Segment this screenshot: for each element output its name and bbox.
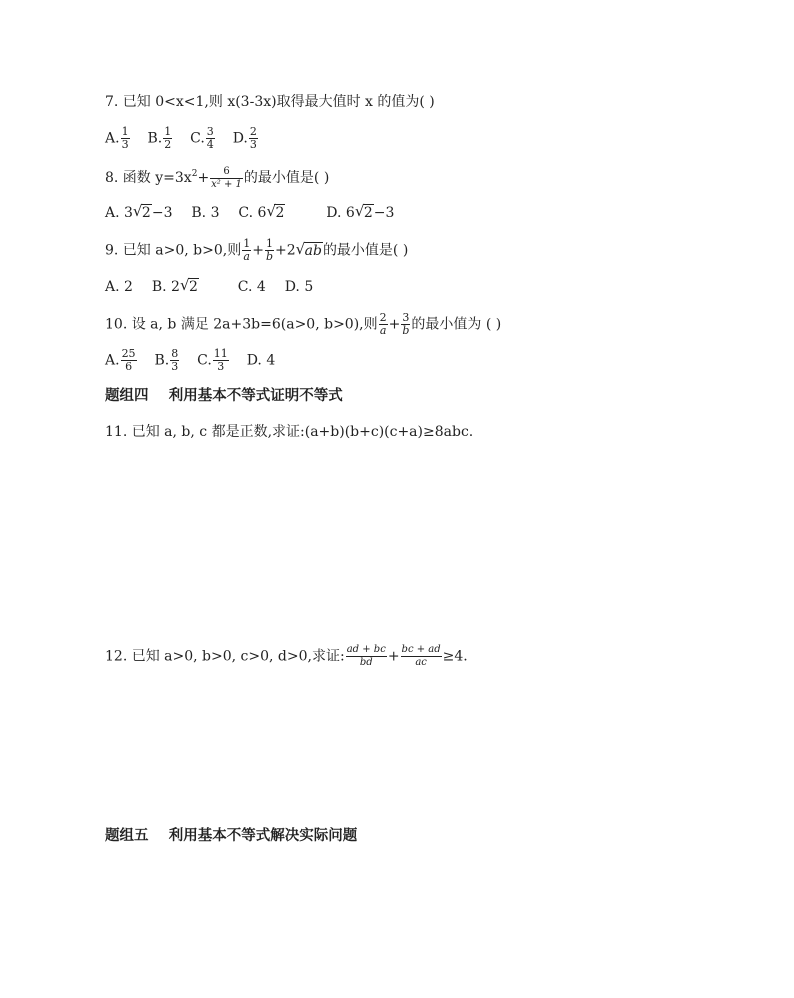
option-a-fraction: $\frac{1}{3}$ — [121, 125, 129, 151]
question-8-options — [105, 203, 394, 223]
option-d: D. 6√ 2−3 — [326, 205, 394, 221]
question-10-fraction-1: $\frac{2}{a}$ — [379, 311, 387, 337]
option-a: A. 2 — [105, 279, 133, 295]
question-9-fraction-2: $\frac{1}{b}$ — [265, 237, 273, 263]
question-9-options — [105, 277, 313, 297]
option-a-label: A. — [105, 352, 120, 369]
option-c-label: C. — [190, 130, 205, 147]
option-b: B. 3 — [191, 205, 220, 221]
question-11: 11. 已知 a, b, c 都是正数,求证:(a+b)(b+c)(c+a)≥8abc. — [105, 424, 474, 440]
question-12-fraction-1: $\frac{ad + bc}{bd}$ — [346, 644, 386, 668]
question-7-stem: 7. 已知 0<x<1,则 x(3-3x)取得最大值时 x 的值为( ) — [105, 94, 435, 110]
question-9-radical: √ ab — [296, 241, 323, 261]
option-d-label: D. — [232, 130, 248, 147]
section-heading-group-4: 题组四 利用基本不等式证明不等式 — [105, 388, 343, 404]
question-10-options — [105, 348, 275, 373]
option-b-label: B. — [154, 352, 170, 369]
question-12: 12. 已知 a>0, b>0, c>0, d>0,求证: $\frac{ad + bc}{bd}$ + $\frac{bc + ad}{ac}$ ≥4. — [105, 644, 468, 668]
option-b-fraction: $\frac{8}{3}$ — [171, 347, 179, 373]
option-a: A. 3√ 2−3 — [105, 205, 172, 221]
question-9-fraction-1: $\frac{1}{a}$ — [243, 237, 251, 263]
option-b-label: B. — [147, 130, 163, 147]
option-c: C. 4 — [237, 279, 266, 295]
option-b-fraction: $\frac{1}{2}$ — [164, 125, 172, 151]
option-a-label: A. — [105, 130, 120, 147]
section-heading-group-5: 题组五 利用基本不等式解决实际问题 — [105, 828, 358, 844]
option-b: B. 2√ 2 — [152, 279, 199, 295]
option-a-fraction: $\frac{25}{6}$ — [121, 347, 136, 373]
option-c-fraction: $\frac{3}{4}$ — [206, 125, 214, 151]
option-c-fraction: $\frac{11}{3}$ — [213, 347, 228, 373]
question-9-stem: 9. 已知 a>0, b>0,则 $\frac{1}{a}$ + $\frac{1}{b}$ +2√ ab的最小值是( ) — [105, 238, 408, 263]
option-d: D. 4 — [246, 352, 276, 369]
option-d: D. 5 — [284, 279, 314, 295]
question-10-fraction-2: $\frac{3}{b}$ — [402, 311, 410, 337]
option-c: C. 6√ 2 — [238, 205, 285, 221]
question-10-stem: 10. 设 a, b 满足 2a+3b=6(a>0, b>0),则 $\frac{2}{a}$ + $\frac{3}{b}$ 的最小值为 ( ) — [105, 311, 502, 337]
question-8-stem: 8. 函数 $y=3x^2+$ $\frac{6}{\text{x² + 1}}$ 的最小值是( ) — [105, 165, 330, 190]
question-12-fraction-2: $\frac{bc + ad}{ac}$ — [401, 644, 441, 668]
question-8-fraction: $\frac{6}{\text{x² + 1}}$ — [211, 165, 242, 190]
option-c-label: C. — [197, 352, 212, 369]
option-d-fraction: $\frac{2}{3}$ — [249, 125, 257, 151]
question-7-options — [105, 126, 259, 151]
